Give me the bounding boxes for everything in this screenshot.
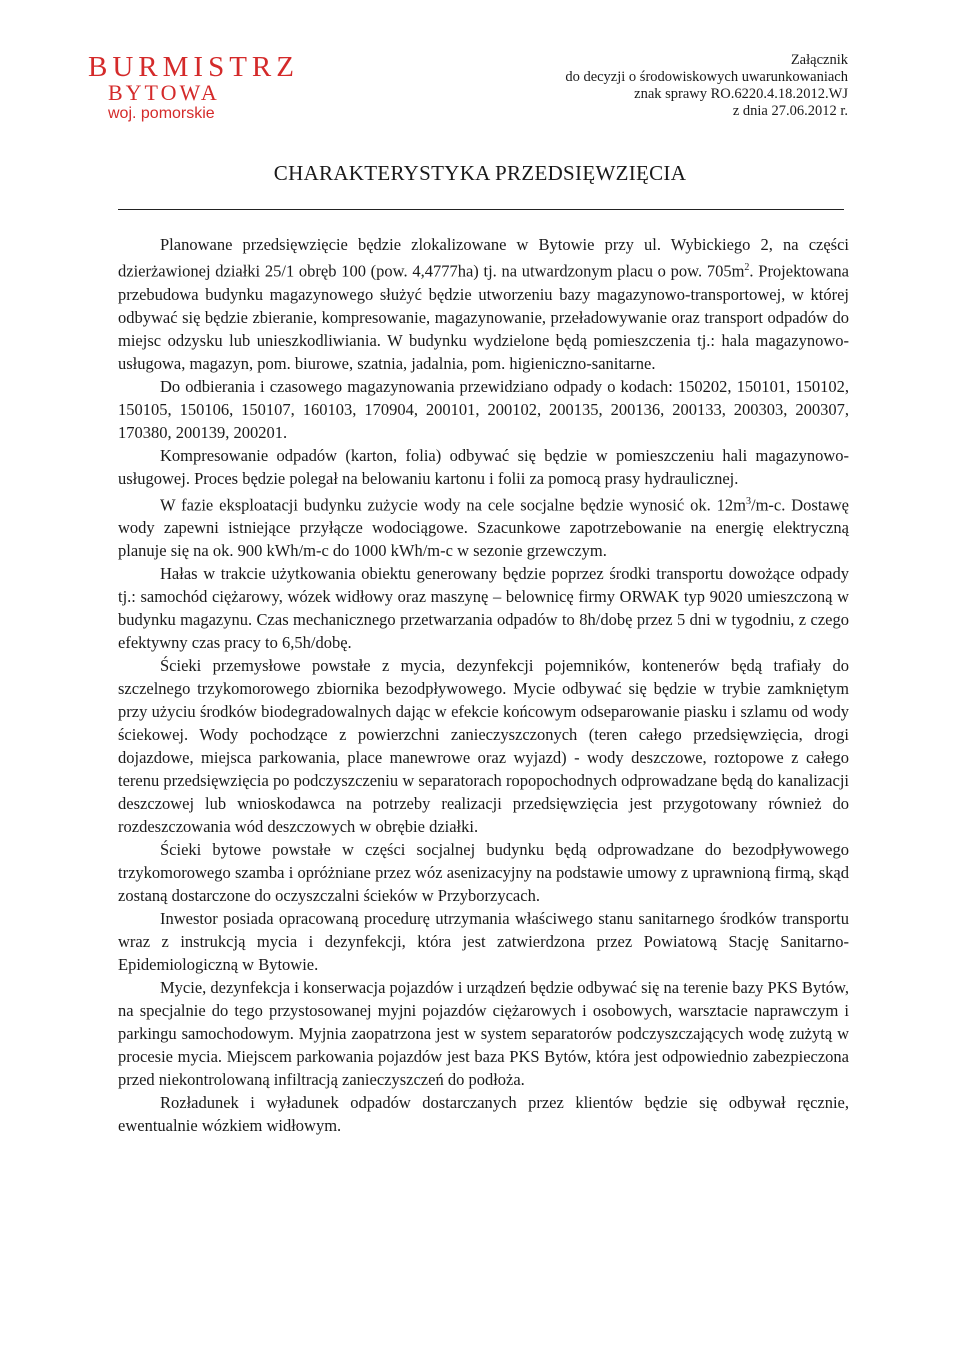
paragraph-utilities: W fazie eksploatacji budynku zużycie wody na cele socjalne będzie wynosić ok. $12m^3/m-c$. Dostawę wody zapewni istniejące przyłącze wodociągowe. Szacunkowe zapotrzebowanie na energię elektryczną planuje się na ok. 900 kWh/m-c do 1000 kWh/m-c w sezonie grzewczym. — [118, 495, 849, 560]
paragraph-unloading: Rozładunek i wyładunek odpadów dostarczanych przez klientów będzie się odbywał ręcznie, ewentualnie wózkiem widłowym. — [118, 1093, 849, 1135]
letterhead — [88, 52, 299, 124]
annex-date: z dnia 27.06.2012 r. — [732, 103, 848, 119]
paragraph-vehicle-washing: Mycie, dezynfekcja i konserwacja pojazdów i urządzeń będzie odbywać się na terenie bazy PKS Bytów, na specjalnie do tego przystosowanej myjni pojazdów ciężarowych i osobowych, warsztacie naprawczym i parkingu samochodowym. Myjnia zaopatrzona jest w system separatorów podczyszczających wodę zużytą w procesie mycia. Miejscem parkowania pojazdów jest baza PKS Bytów, która jest odpowiednio zabezpieczona przed niekontrolowaną infiltracją zanieczyszczeń do podłoża. — [118, 978, 849, 1089]
annex-reference — [565, 52, 848, 120]
title-divider — [118, 209, 844, 210]
paragraph-noise: Hałas w trakcie użytkowania obiektu generowany będzie poprzez środki transportu dowożące odpady tj.: samochód ciężarowy, wózek widłowy oraz maszynę – belownicę firmy ORWAK typ 9020 umieszczoną w budynku magazynu. Czas mechanicznego przetwarzania odpadów to 8h/dobę przez 5 dni w tygodniu, z czego efektywny czas pracy to 6,5h/dobę. — [118, 564, 849, 652]
paragraph-domestic-sewage: Ścieki bytowe powstałe w części socjalnej budynku będą odprowadzane do bezodpływowego trzykomorowego szamba i opróżniane przez wóz asenizacyjny na podstawie umowy z uprawnioną firmą, skąd zostaną dostarczone do oczyszczalni ścieków w Przyborzycach. — [118, 840, 849, 905]
annex-label: Załącznik — [790, 52, 848, 68]
paragraph-industrial-sewage: Ścieki przemysłowe powstałe z mycia, dezynfekcji pojemników, kontenerów będą trafiały do szczelnego trzykomorowego zbiornika bezodpływowego. Mycie odbywać się będzie w trybie zamkniętym przy użyciu środków biodegradowalnych dając w efekcie końcowym odseparowanie piasku i szlamu od wody ściekowej. Wody pochodzące z powierzchni zanieczyszczonych (teren całego przedsięwzięcia, drogi dojazdowe, miejsca parkowania, place manewrowe oraz wyjazd) - wody deszczowe, roztopowe z całego terenu przedsięwzięcia po podczyszczeniu w separatorach ropopochodnych odprowadzane będą do kanalizacji deszczowej lub wnioskodawca na potrzeby realizacji przedsięwzięcia jest przygotowany również do rozdeszczowania wód deszczowych w obrębie działki. — [118, 656, 849, 836]
paragraph-waste-codes: Do odbierania i czasowego magazynowania przewidziano odpady o kodach: 150202, 150101, 150102, 150105, 150106, 150107, 160103, 170904, 200101, 200102, 200135, 200136, 200133, 200303, 200307, 170380, 200139, 200201. — [118, 376, 849, 442]
paragraph-sanitary-procedure: Inwestor posiada opracowaną procedurę utrzymania właściwego stanu sanitarnego środków transportu wraz z instrukcją mycia i dezynfekcji, która jest zatwierdzona przez Powiatową Stację Sanitarno-Epidemiologiczną w Bytowie. — [118, 909, 849, 974]
annex-case-number: znak sprawy RO.6220.4.18.2012.WJ — [634, 86, 848, 102]
paragraph-compression: Kompresowanie odpadów (karton, folia) odbywać się będzie w pomieszczeniu hali magazynowo-usługowej. Proces będzie polegał na belowaniu kartonu i folii za pomocą prasy hydraulicznej. — [118, 445, 849, 488]
paragraph-location: Planowane przedsięwzięcie będzie zlokalizowane w Bytowie przy ul. Wybickiego 2, na części dzierżawionej działki 25/1 obręb 100 (pow. 4,4777ha) tj. na utwardzonym placu o pow. $705m^2$. Projektowana przebudowa budynku magazynowego służyć będzie utworzeniu bazy magazynowo-transportowej, w której odbywać się będzie zbieranie, kompresowanie, magazynowanie, przeładowywanie oraz transport odpadów do miejsc odzysku lub unieszkodliwiania. W budynku wydzielone będą pomieszczenia tj.: hala magazynowo-usługowa, magazyn, pom. biurowe, szatnia, jadalnia, pom. higieniczno-sanitarne. — [118, 235, 849, 373]
document-body — [118, 233, 849, 1137]
letterhead-region: woj. pomorskie — [108, 105, 215, 122]
letterhead-office: BURMISTRZ — [88, 51, 299, 83]
document-title: CHARAKTERYSTYKA PRZEDSIĘWZIĘCIA — [273, 161, 687, 185]
letterhead-city: BYTOWA — [108, 80, 220, 105]
annex-decision: do decyzji o środowiskowych uwarunkowaniach — [565, 69, 848, 85]
